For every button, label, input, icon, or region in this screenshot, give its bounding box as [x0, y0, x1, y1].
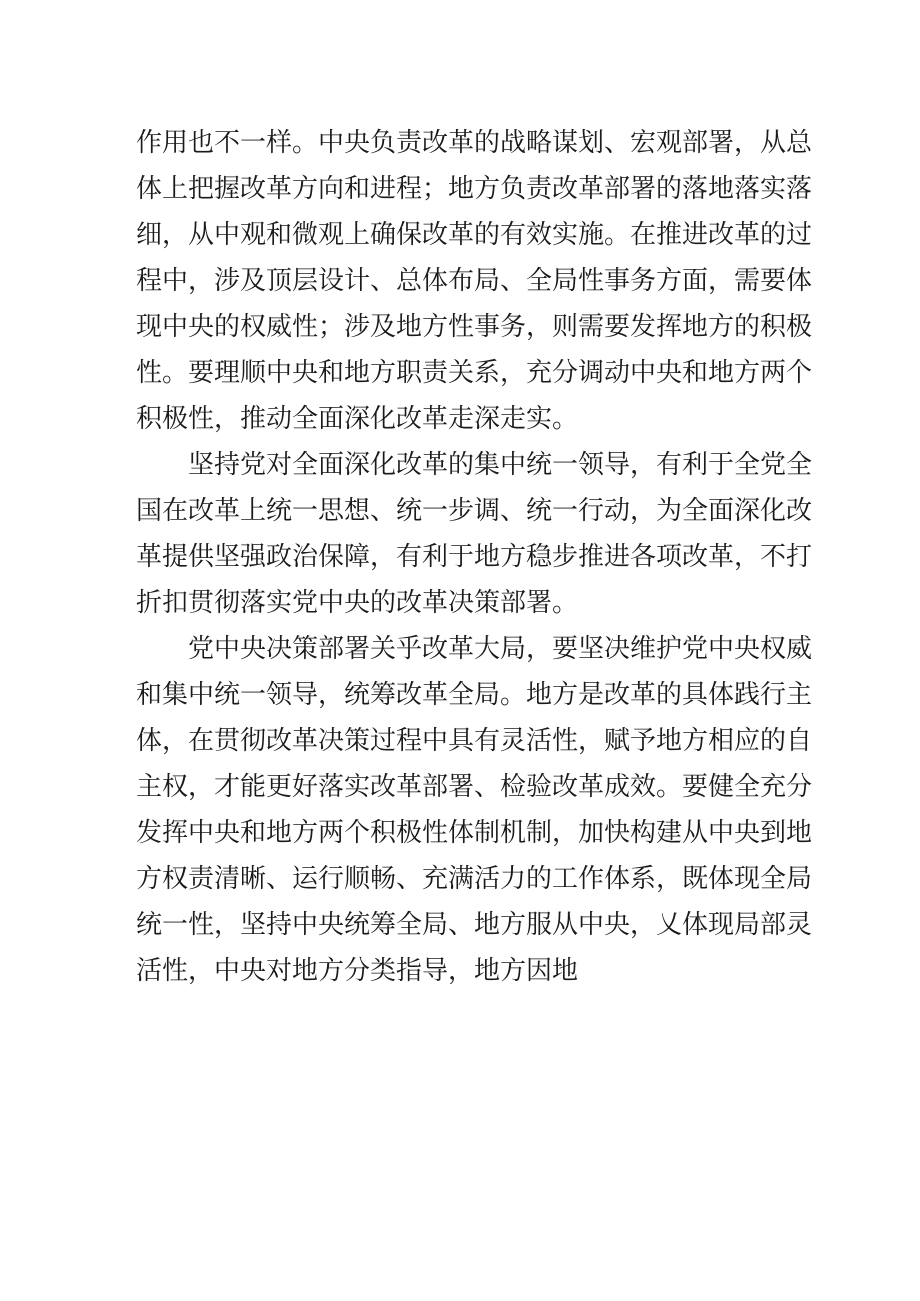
text-line: 和集中统一领导，统筹改革全局。地方是改革的具体践行主 — [136, 680, 813, 710]
text-line: 积极性，推动全面深化改革走深走实。 — [136, 404, 579, 434]
text-line: 革提供坚强政治保障，有利于地方稳步推进各项改革，不打 — [136, 542, 813, 572]
text-line: 作用也不一样。中央负责改革的战略谋划、宏观部署，从总 — [136, 128, 813, 158]
text-line: 体上把握改革方向和进程；地方负责改革部署的落地落实落 — [136, 174, 813, 204]
text-line: 国在改革上统一思想、统一步调、统一行动，为全面深化改 — [136, 496, 813, 526]
paragraph-1 — [136, 120, 813, 442]
text-line: 统一性，坚持中央统筹全局、地方服从中央，乂体现局部灵 — [136, 910, 813, 940]
text-line: 活性，中央对地方分类指导，地方因地 — [136, 956, 579, 986]
text-line: 细，从中观和微观上确保改革的有效实施。在推进改革的过 — [136, 220, 813, 250]
text-line: 程中，涉及顶层设计、总体布局、全局性事务方面，需要体 — [136, 266, 813, 296]
text-line: 折扣贯彻落实党中央的改革决策部署。 — [136, 588, 579, 618]
text-line: 现中央的权威性；涉及地方性事务，则需要发挥地方的积极 — [136, 312, 813, 342]
text-line: 性。要理顺中央和地方职责关系，充分调动中央和地方两个 — [136, 358, 813, 388]
text-line: 方权责清晰、运行顺畅、充满活力的工作体系，既体现全局 — [136, 864, 813, 894]
document-body — [136, 120, 813, 994]
paragraph-3 — [136, 626, 813, 994]
text-line: 体，在贯彻改革决策过程中具有灵活性，赋予地方相应的自 — [136, 726, 813, 756]
text-line: 发挥中央和地方两个积极性体制机制，加快构建从中央到地 — [136, 818, 813, 848]
text-line: 主权，才能更好落实改革部署、检验改革成效。要健全充分 — [136, 772, 813, 802]
text-line: 坚持党对全面深化改革的集中统一领导，有利于全党全 — [188, 450, 813, 480]
paragraph-2 — [136, 442, 813, 626]
text-line: 党中央决策部署关乎改革大局，要坚决维护党中央权威 — [188, 634, 813, 664]
